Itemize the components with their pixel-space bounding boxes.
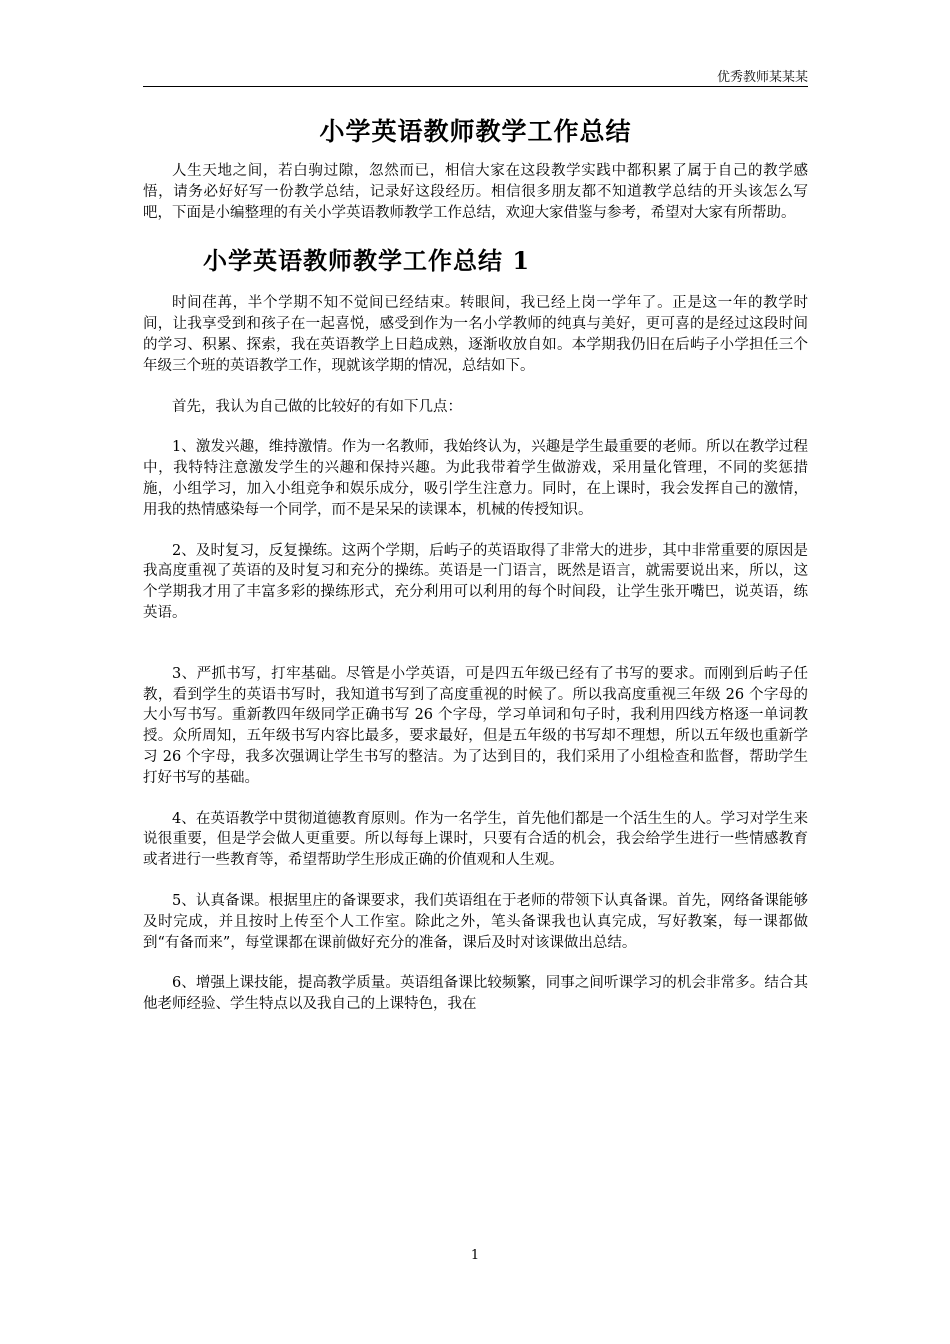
paragraph-4: 2、及时复习，反复操练。这两个学期，后屿子的英语取得了非常大的进步，其中非常重要的原因是我高度重视了英语的及时复习和充分的操练。英语是一门语言，既然是语言，就需要说出来，所以，这个学期我才用了丰富多彩的操练形式，充分利用可以利用的每个时间段，让学生张开嘴巴，说英语，练英语。 <box>143 542 808 621</box>
paragraph-6: 4、在英语教学中贯彻道德教育原则。作为一名学生，首先他们都是一个活生生的人。学习对学生来说很重要，但是学会做人更重要。所以每每上课时，只要有合适的机会，我会给学生进行一些情感教育或者进行一些教育等，希望帮助学生形成正确的价值观和人生观。 <box>143 810 808 869</box>
document-title: 小学英语教师教学工作总结 <box>319 117 632 146</box>
section-title: 小学英语教师教学工作总结 1 <box>203 246 531 276</box>
paragraph-8: 6、增强上课技能，提高教学质量。英语组备课比较频繁，同事之间听课学习的机会非常多。结合其他老师经验、学生特点以及我自己的上课特色，我在 <box>143 975 808 1013</box>
paragraph-3: 1、激发兴趣，维持激情。作为一名教师，我始终认为，兴趣是学生最重要的老师。所以在教学过程中，我特特注意激发学生的兴趣和保持兴趣。为此我带着学生做游戏，采用量化管理，不同的奖惩措施，小组学习，加入小组竞争和娱乐成分，吸引学生注意力。同时，在上课时，我会发挥自己的激情，用我的热情感染每一个同学，而不是呆呆的读课本，机械的传授知识。 <box>143 439 808 518</box>
paragraph-2: 首先，我认为自己做的比较好的有如下几点： <box>172 398 462 415</box>
paragraph-5: 3、严抓书写，打牢基础。尽管是小学英语，可是四五年级已经有了书写的要求。而刚到后屿子任教，看到学生的英语书写时，我知道书写到了高度重视的时候了。所以我高度重视三年级 26 个字母的大小写书写。重新教四年级同学正确书写 26 个字母，学习单词和句子时，我利用四线方格逐一单词教授。众所周知，五年级书写内容比最多，要求最好，但是五年级的书写却不理想，所以五年级也重新学习 26 个字母，我多次强调让学生书写的整洁。为了达到目的，我们采用了小组检查和监督，帮助学生打好书写的基础。 <box>143 665 808 786</box>
intro-paragraph: 人生天地之间，若白驹过隙，忽然而已，相信大家在这段教学实践中都积累了属于自己的教学感悟，请务必好好写一份教学总结，记录好这段经历。相信很多朋友都不知道教学总结的开头该怎么写吧，下面是小编整理的有关小学英语教师教学工作总结，欢迎大家借鉴与参考，希望对大家有所帮助。 <box>143 163 808 221</box>
header-rule <box>143 86 808 87</box>
header-author-label: 优秀教师某某某 <box>716 70 808 85</box>
paragraph-7: 5、认真备课。根据里庄的备课要求，我们英语组在于老师的带领下认真备课。首先，网络备课能够及时完成，并且按时上传至个人工作室。除此之外，笔头备课我也认真完成，写好教案，每一课都做到“有备而来”，每堂课都在课前做好充分的准备，课后及时对该课做出总结。 <box>143 892 808 951</box>
paragraph-1: 时间荏苒，半个学期不知不觉间已经结束。转眼间，我已经上岗一学年了。正是这一年的教学时间，让我享受到和孩子在一起喜悦，感受到作为一名小学教师的纯真与美好，更可喜的是经过这段时间的学习、积累、探索，我在英语教学上日趋成熟，逐渐收放自如。本学期我仍旧在后屿子小学担任三个年级三个班的英语教学工作，现就该学期的情况，总结如下。 <box>143 295 808 374</box>
document-body <box>143 112 808 1015</box>
page-number: 1 <box>470 1248 480 1263</box>
